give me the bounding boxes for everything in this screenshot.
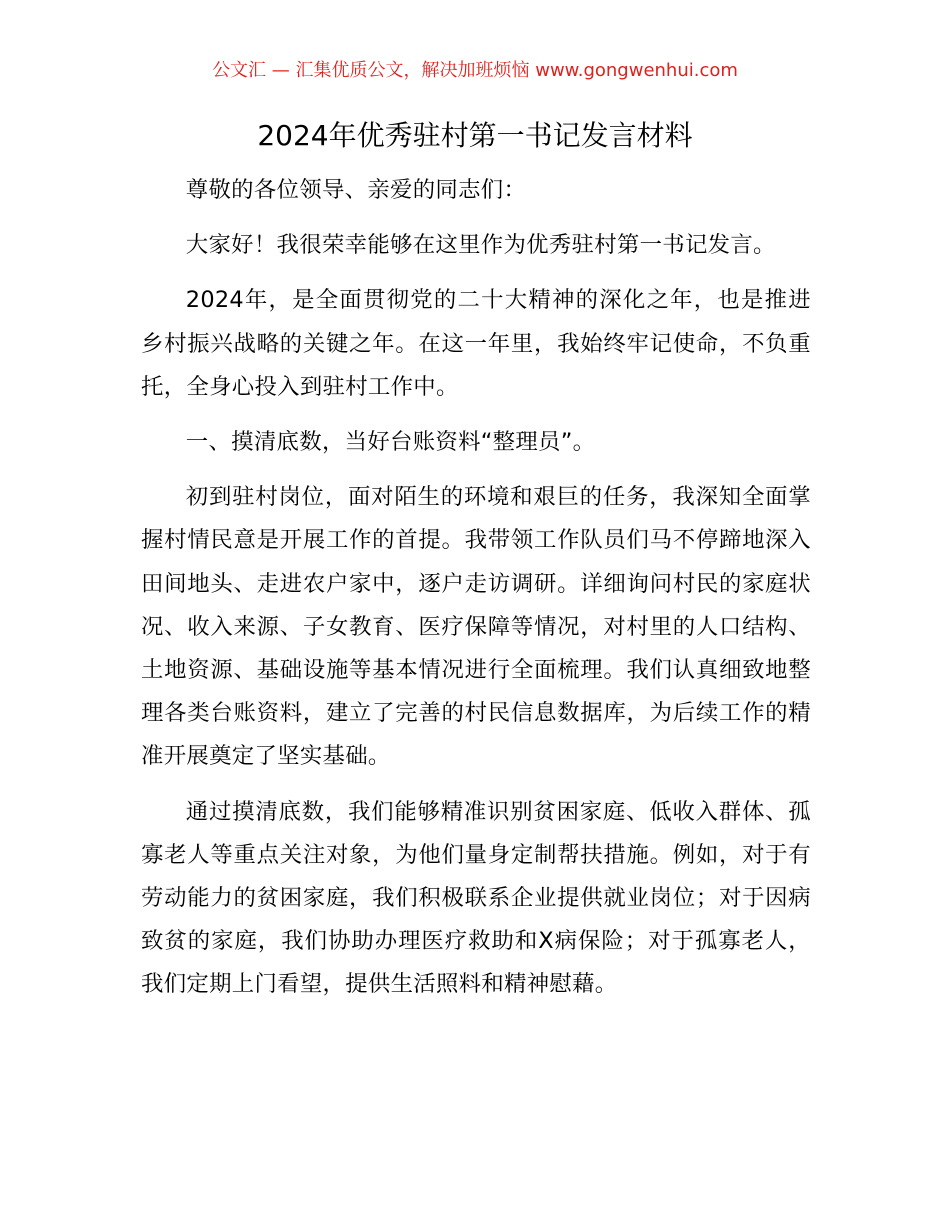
paragraph-greeting: 大家好！我很荣幸能够在这里作为优秀驻村第一书记发言。 xyxy=(185,232,776,259)
document-body xyxy=(141,169,811,1019)
paragraph-intro: 2024年，是全面贯彻党的二十大精神的深化之年，也是推进乡村振兴战略的关键之年。在这一年里，我始终牢记使命，不负重托，全身心投入到驻村工作中。 xyxy=(141,287,811,400)
paragraph-section-1-a: 初到驻村岗位，面对陌生的环境和艰巨的任务，我深知全面掌握村情民意是开展工作的首提。我带领工作队员们马不停蹄地深入田间地头、走进农户家中，逐户走访调研。详细询问村民的家庭状况、收入来源、子女教育、医疗保障等情况，对村里的人口结构、土地资源、基础设施等基本情况进行全面梳理。我们认真细致地整理各类台账资料，建立了完善的村民信息数据库，为后续工作的精准开展奠定了坚实基础。 xyxy=(141,484,811,770)
header-banner: 公文汇 — 汇集优质公文，解决加班烦恼 www.gongwenhui.com xyxy=(212,60,738,81)
document-title: 2024年优秀驻村第一书记发言材料 xyxy=(257,119,693,152)
paragraph-section-1-b: 通过摸清底数，我们能够精准识别贫困家庭、低收入群体、孤寡老人等重点关注对象，为他们量身定制帮扶措施。例如，对于有劳动能力的贫困家庭，我们积极联系企业提供就业岗位；对于因病致贫的家庭，我们协助办理医疗救助和X病保险；对于孤寡老人，我们定期上门看望，提供生活照料和精神慰藉。 xyxy=(141,798,811,998)
section-heading-1: 一、摸清底数，当好台账资料“整理员”。 xyxy=(185,429,596,456)
paragraph-salutation: 尊敬的各位领导、亲爱的同志们： xyxy=(185,177,527,203)
